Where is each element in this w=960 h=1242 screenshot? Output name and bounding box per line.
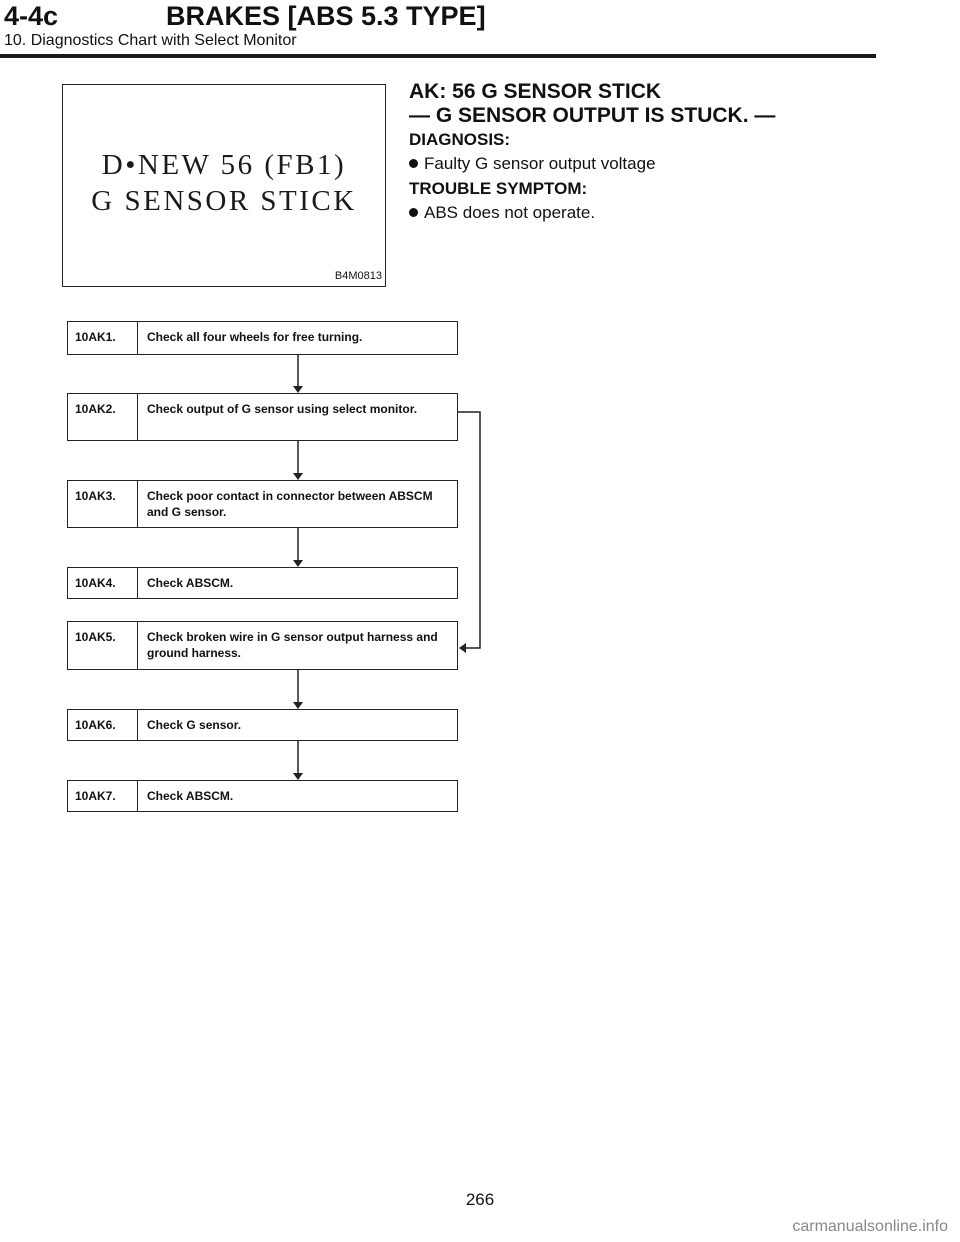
flow-step-10ak1 xyxy=(67,321,458,355)
step-text: Check G sensor. xyxy=(147,718,242,732)
step-code: 10AK4. xyxy=(68,568,138,598)
step-code: 10AK7. xyxy=(68,781,138,811)
step-code: 10AK5. xyxy=(68,622,138,669)
chapter-title: BRAKES [ABS 5.3 TYPE] xyxy=(166,1,486,31)
figure-id: B4M0813 xyxy=(334,270,382,282)
screen-text-line-2: G SENSOR STICK xyxy=(91,185,357,217)
arrow-head-icon xyxy=(293,386,303,393)
step-text: Check broken wire in G sensor output harness and ground harness. xyxy=(147,630,438,660)
chapter-subtitle: 10. Diagnostics Chart with Select Monitor xyxy=(4,32,297,49)
step-code: 10AK6. xyxy=(68,710,138,740)
arrow-head-icon xyxy=(459,643,466,653)
diagnosis-item-text: Faulty G sensor output voltage xyxy=(424,154,656,173)
screen-text-line-1: D•NEW 56 (FB1) xyxy=(101,149,347,181)
section-title: AK: 56 G SENSOR STICK xyxy=(409,80,662,103)
arrow-head-icon xyxy=(293,473,303,480)
page-number: 266 xyxy=(465,1190,495,1209)
flow-step-10ak5 xyxy=(67,621,458,670)
step-text: Check ABSCM. xyxy=(147,789,234,803)
step-text: Check output of G sensor using select monitor. xyxy=(147,402,418,416)
step-code: 10AK2. xyxy=(68,394,138,440)
flow-step-10ak7 xyxy=(67,780,458,812)
step-code: 10AK1. xyxy=(68,322,138,354)
step-text: Check ABSCM. xyxy=(147,576,234,590)
diagnosis-label: DIAGNOSIS: xyxy=(409,130,511,149)
flow-step-10ak4 xyxy=(67,567,458,599)
trouble-symptom-label: TROUBLE SYMPTOM: xyxy=(409,179,588,198)
section-subtitle: — G SENSOR OUTPUT IS STUCK. — xyxy=(409,104,776,127)
arrow-head-icon xyxy=(293,702,303,709)
arrow-head-icon xyxy=(293,560,303,567)
arrow-head-icon xyxy=(293,773,303,780)
flow-step-10ak6 xyxy=(67,709,458,741)
step-text: Check all four wheels for free turning. xyxy=(147,330,363,344)
watermark: carmanualsonline.info xyxy=(792,1218,948,1235)
connector-2-5-bypass xyxy=(458,412,480,648)
flow-step-10ak3 xyxy=(67,480,458,528)
trouble-symptom-item-text: ABS does not operate. xyxy=(424,203,596,222)
step-text: Check poor contact in connector between ABSCM and G sensor. xyxy=(147,489,433,519)
flow-step-10ak2 xyxy=(67,393,458,441)
section-code: 4-4c xyxy=(4,1,59,31)
step-code: 10AK3. xyxy=(68,481,138,527)
